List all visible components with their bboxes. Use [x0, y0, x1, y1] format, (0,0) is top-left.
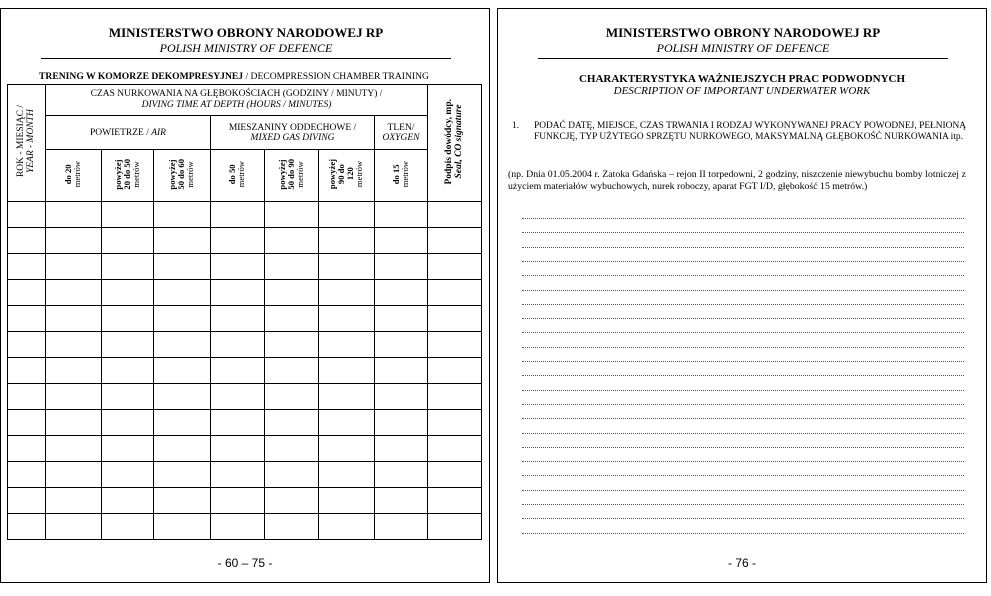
page-number-left: - 60 – 75 -: [217, 556, 273, 570]
dotted-writing-line[interactable]: [522, 318, 964, 319]
section-title-en: DESCRIPTION OF IMPORTANT UNDERWATER WORK: [613, 85, 871, 97]
table-cell[interactable]: [428, 436, 482, 462]
dotted-writing-line[interactable]: [522, 461, 964, 462]
table-cell[interactable]: [154, 228, 211, 254]
table-cell[interactable]: [265, 228, 319, 254]
table-cell[interactable]: [428, 228, 482, 254]
table-cell[interactable]: [211, 436, 265, 462]
table-cell[interactable]: [154, 358, 211, 384]
table-row: [8, 280, 482, 306]
dotted-writing-line[interactable]: [522, 533, 964, 534]
dotted-writing-line[interactable]: [522, 347, 964, 348]
table-row: [8, 254, 482, 280]
table-cell[interactable]: [319, 358, 375, 384]
ministry-header: [41, 25, 451, 59]
table-cell[interactable]: [265, 436, 319, 462]
dotted-writing-line[interactable]: [522, 504, 964, 505]
depth-col-header: do 15 metrów: [375, 150, 428, 202]
table-row: [8, 488, 482, 514]
table-cell[interactable]: [428, 306, 482, 332]
table-cell[interactable]: [46, 254, 102, 280]
table-cell[interactable]: [102, 254, 154, 280]
table-cell[interactable]: [46, 410, 102, 436]
table-cell[interactable]: [8, 384, 46, 410]
dotted-writing-line[interactable]: [522, 490, 964, 491]
table-cell[interactable]: [102, 228, 154, 254]
table-cell[interactable]: [319, 410, 375, 436]
table-cell[interactable]: [428, 384, 482, 410]
ministry-header-right: [538, 25, 948, 59]
ministry-name-pl: MINISTERSTWO OBRONY NARODOWEJ RP: [108, 25, 384, 40]
table-row: [8, 384, 482, 410]
dotted-writing-line[interactable]: [522, 361, 964, 362]
table-cell[interactable]: [375, 384, 428, 410]
table-cell[interactable]: [8, 410, 46, 436]
header-rule: [538, 58, 948, 59]
table-cell[interactable]: [319, 280, 375, 306]
table-cell[interactable]: [8, 436, 46, 462]
table-title: [39, 71, 429, 82]
air-header: POWIETRZE / AIR: [46, 116, 211, 150]
table-cell[interactable]: [265, 202, 319, 228]
table-cell[interactable]: [102, 332, 154, 358]
table-cell[interactable]: [211, 280, 265, 306]
training-table: [7, 84, 482, 540]
table-cell[interactable]: [428, 202, 482, 228]
table-cell[interactable]: [265, 254, 319, 280]
dotted-writing-line[interactable]: [522, 375, 964, 376]
table-cell[interactable]: [46, 202, 102, 228]
table-cell[interactable]: [265, 514, 319, 540]
depth-col-header: do 50 metrów: [211, 150, 265, 202]
table-cell[interactable]: [319, 384, 375, 410]
table-cell[interactable]: [428, 514, 482, 540]
table-cell[interactable]: [319, 462, 375, 488]
table-cell[interactable]: [46, 462, 102, 488]
table-cell[interactable]: [375, 254, 428, 280]
table-cell[interactable]: [8, 254, 46, 280]
table-cell[interactable]: [8, 514, 46, 540]
table-cell[interactable]: [46, 384, 102, 410]
right-page: [497, 8, 987, 583]
table-cell[interactable]: [102, 436, 154, 462]
table-cell[interactable]: [154, 462, 211, 488]
table-cell[interactable]: [102, 202, 154, 228]
depth-col-header: powyżej 50 do 60 metrów: [154, 150, 211, 202]
table-cell[interactable]: [428, 358, 482, 384]
dotted-writing-line[interactable]: [522, 404, 964, 405]
ministry-name-en: POLISH MINISTRY OF DEFENCE: [159, 41, 333, 55]
table-cell[interactable]: [211, 462, 265, 488]
table-cell[interactable]: [102, 306, 154, 332]
table-cell[interactable]: [265, 280, 319, 306]
table-cell[interactable]: [375, 410, 428, 436]
table-cell[interactable]: [154, 488, 211, 514]
table-cell[interactable]: [375, 332, 428, 358]
table-cell[interactable]: [319, 202, 375, 228]
table-cell[interactable]: [154, 202, 211, 228]
table-cell[interactable]: [211, 332, 265, 358]
item-text: PODAĆ DATĘ, MIEJSCE, CZAS TRWANIA I RODZAJ WYKONYWANEJ PRACY POWODNEJ, PEŁNIONĄ FUNKCJĘ, TYP UŻYTEGO SPRZĘTU NURKOWEGO, MAKSYMALNĄ GŁĘBOKOŚĆ NURKOWANIA itp.: [534, 121, 966, 142]
dotted-writing-line[interactable]: [522, 261, 964, 262]
table-cell[interactable]: [319, 332, 375, 358]
table-cell[interactable]: [428, 332, 482, 358]
table-cell[interactable]: [211, 514, 265, 540]
table-cell[interactable]: [375, 280, 428, 306]
table-cell[interactable]: [375, 514, 428, 540]
table-cell[interactable]: [46, 358, 102, 384]
instruction-item: [512, 121, 966, 143]
table-cell[interactable]: [319, 228, 375, 254]
table-cell[interactable]: [211, 488, 265, 514]
table-cell[interactable]: [265, 358, 319, 384]
table-cell[interactable]: [102, 358, 154, 384]
table-row: [8, 462, 482, 488]
page-number-right: - 76 -: [727, 556, 756, 570]
table-cell[interactable]: [102, 384, 154, 410]
table-cell[interactable]: [154, 332, 211, 358]
depth-col-header: powyżej 50 do 90 metrów: [265, 150, 319, 202]
oxygen-header: TLEN/ OXYGEN: [375, 116, 428, 150]
table-cell[interactable]: [154, 306, 211, 332]
table-cell[interactable]: [46, 306, 102, 332]
depth-col-header: powyżej 20 do 50 metrów: [102, 150, 154, 202]
diving-time-header: CZAS NURKOWANIA NA GŁĘBOKOŚCIACH (GODZINY / MINUTY) / DIVING TIME AT DEPTH (HOURS / MINUTES): [46, 85, 428, 116]
table-cell[interactable]: [375, 358, 428, 384]
dotted-writing-line[interactable]: [522, 433, 964, 434]
table-title-pl: TRENING W KOMORZE DEKOMPRESYJNEJ: [39, 71, 244, 82]
table-cell[interactable]: [428, 410, 482, 436]
table-cell[interactable]: [154, 254, 211, 280]
table-cell[interactable]: [211, 228, 265, 254]
item-number: 1.: [512, 121, 520, 131]
table-cell[interactable]: [8, 332, 46, 358]
left-page: [0, 8, 490, 583]
table-cell[interactable]: [428, 488, 482, 514]
table-row: [8, 202, 482, 228]
table-cell[interactable]: [8, 202, 46, 228]
table-cell[interactable]: [102, 280, 154, 306]
dotted-writing-line[interactable]: [522, 390, 964, 391]
col-signature-header: Podpis dowódcy, mp. Seal, CO signature: [428, 85, 482, 202]
dotted-writing-line[interactable]: [522, 290, 964, 291]
table-cell[interactable]: [8, 462, 46, 488]
table-cell[interactable]: [319, 514, 375, 540]
table-cell[interactable]: [8, 228, 46, 254]
table-cell[interactable]: [46, 514, 102, 540]
table-cell[interactable]: [211, 384, 265, 410]
table-cell[interactable]: [428, 280, 482, 306]
table-cell[interactable]: [265, 306, 319, 332]
table-cell[interactable]: [211, 254, 265, 280]
table-cell[interactable]: [319, 306, 375, 332]
dotted-writing-line[interactable]: [522, 275, 964, 276]
table-cell[interactable]: [154, 280, 211, 306]
table-row: [8, 228, 482, 254]
col-date-header: ROK - MIESIĄC / YEAR - MONTH: [8, 85, 46, 202]
table-cell[interactable]: [375, 488, 428, 514]
table-cell[interactable]: [375, 436, 428, 462]
table-row: [8, 332, 482, 358]
table-cell[interactable]: [211, 358, 265, 384]
table-row: [8, 306, 482, 332]
table-cell[interactable]: [375, 202, 428, 228]
table-title-en: / DECOMPRESSION CHAMBER TRAINING: [245, 71, 429, 82]
table-cell[interactable]: [319, 436, 375, 462]
dotted-writing-line[interactable]: [522, 518, 964, 519]
table-cell[interactable]: [319, 254, 375, 280]
table-row: [8, 514, 482, 540]
table-row: [8, 410, 482, 436]
table-cell[interactable]: [154, 436, 211, 462]
ministry-name-pl: MINISTERSTWO OBRONY NARODOWEJ RP: [605, 25, 881, 40]
table-cell[interactable]: [46, 436, 102, 462]
table-row: [8, 436, 482, 462]
dotted-writing-line[interactable]: [522, 247, 964, 248]
table-cell[interactable]: [319, 488, 375, 514]
table-cell[interactable]: [265, 384, 319, 410]
table-cell[interactable]: [211, 306, 265, 332]
table-cell[interactable]: [265, 488, 319, 514]
table-cell[interactable]: [211, 410, 265, 436]
table-cell[interactable]: [375, 306, 428, 332]
mixed-gas-header: MIESZANINY ODDECHOWE / MIXED GAS DIVING: [211, 116, 375, 150]
table-cell[interactable]: [8, 358, 46, 384]
depth-col-header: do 20 metrów: [46, 150, 102, 202]
table-cell[interactable]: [46, 228, 102, 254]
table-cell[interactable]: [154, 514, 211, 540]
table-cell[interactable]: [211, 202, 265, 228]
table-cell[interactable]: [102, 462, 154, 488]
ministry-name-en: POLISH MINISTRY OF DEFENCE: [656, 41, 830, 55]
table-cell[interactable]: [8, 280, 46, 306]
table-cell[interactable]: [265, 410, 319, 436]
table-row: [8, 358, 482, 384]
table-cell[interactable]: [154, 410, 211, 436]
dotted-writing-line[interactable]: [522, 475, 964, 476]
section-title-pl: CHARAKTERYSTYKA WAŻNIEJSZYCH PRAC PODWODNYCH: [578, 73, 906, 85]
table-cell[interactable]: [265, 462, 319, 488]
table-cell[interactable]: [102, 488, 154, 514]
dotted-writing-line[interactable]: [522, 418, 964, 419]
table-cell[interactable]: [265, 332, 319, 358]
dotted-writing-line[interactable]: [522, 218, 964, 219]
table-cell[interactable]: [154, 384, 211, 410]
dotted-writing-line[interactable]: [522, 304, 964, 305]
dotted-writing-line[interactable]: [522, 447, 964, 448]
table-cell[interactable]: [8, 488, 46, 514]
table-cell[interactable]: [102, 410, 154, 436]
dotted-writing-line[interactable]: [522, 332, 964, 333]
depth-col-header: powyżej 90 do 120 metrów: [319, 150, 375, 202]
table-cell[interactable]: [8, 306, 46, 332]
table-cell[interactable]: [375, 462, 428, 488]
table-cell[interactable]: [46, 488, 102, 514]
table-cell[interactable]: [428, 254, 482, 280]
example-text: (np. Dnia 01.05.2004 r. Zatoka Gdańska – rejon II torpedowni, 2 godziny, niszczenie niewybuchu bomby lotniczej z użyciem materiałów wybuchowych, nurek roboczy, aparat FGT I/D, głębokość 15 metrów.): [508, 169, 966, 192]
dotted-writing-line[interactable]: [522, 232, 964, 233]
table-cell[interactable]: [428, 462, 482, 488]
table-cell[interactable]: [375, 228, 428, 254]
table-cell[interactable]: [46, 280, 102, 306]
section-title: [498, 73, 986, 97]
header-rule: [41, 58, 451, 59]
table-cell[interactable]: [46, 332, 102, 358]
table-cell[interactable]: [102, 514, 154, 540]
